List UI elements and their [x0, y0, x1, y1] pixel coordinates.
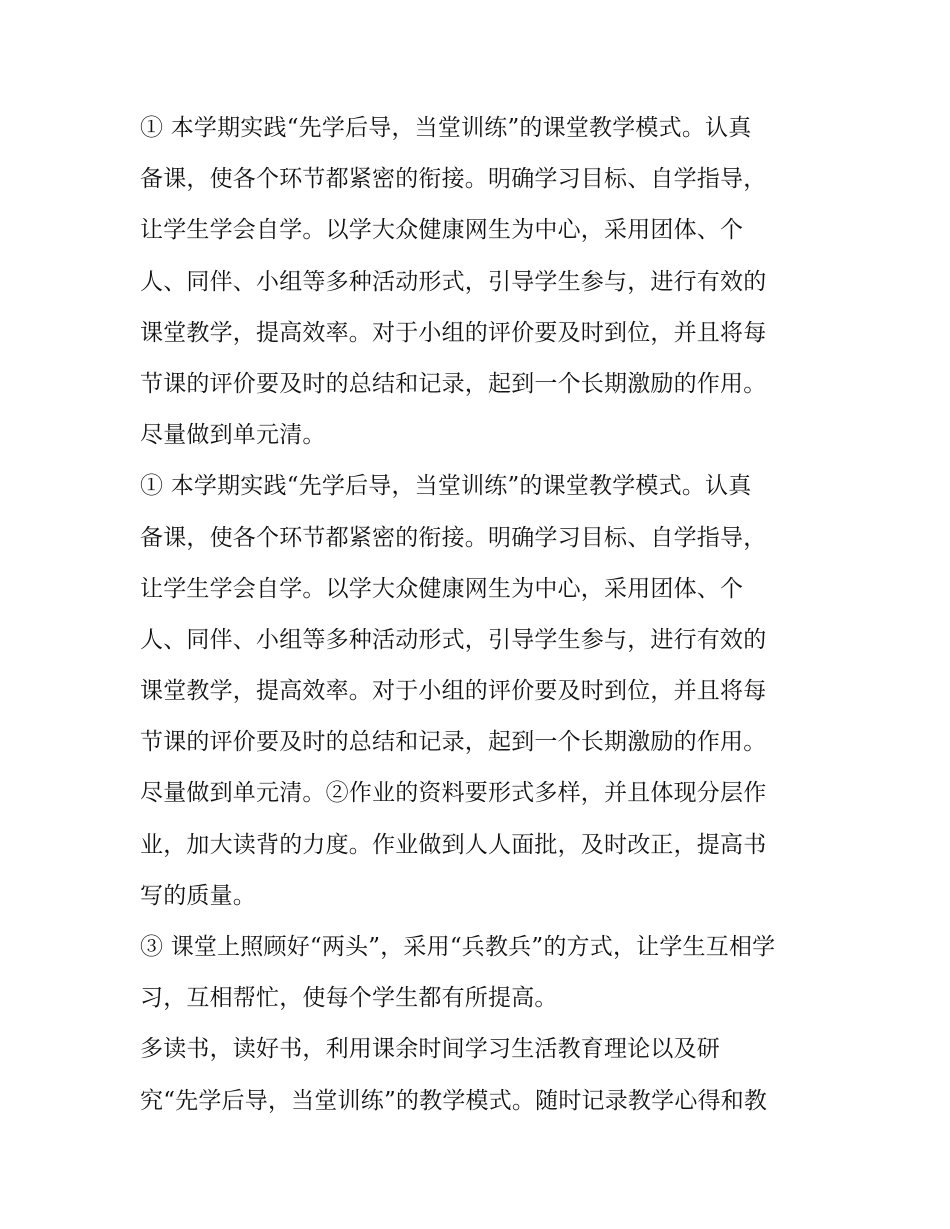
- text-line: 人、同伴、小组等多种活动形式，引导学生参与，进行有效的: [140, 268, 767, 295]
- text-line: 课堂教学，提高效率。对于小组的评价要及时到位，并且将每: [140, 678, 767, 705]
- text-line: 尽量做到单元清。: [140, 422, 326, 449]
- text-line: 节课的评价要及时的总结和记录，起到一个长期激励的作用。: [140, 729, 767, 756]
- text-line: 尽量做到单元清。②作业的资料要形式多样，并且体现分层作: [140, 780, 767, 807]
- text-line: ① 本学期实践“先学后导，当堂训练”的课堂教学模式。认真: [140, 115, 752, 141]
- text-line: 让学生学会自学。以学大众健康网生为中心，采用团体、个: [140, 575, 744, 602]
- text-line: 写的质量。: [140, 882, 256, 909]
- text-line: 节课的评价要及时的总结和记录，起到一个长期激励的作用。: [140, 370, 767, 397]
- text-line: 课堂教学，提高效率。对于小组的评价要及时到位，并且将每: [140, 319, 767, 346]
- body-text: [140, 103, 820, 1127]
- text-line: 备课，使各个环节都紧密的衔接。明确学习目标、自学指导，: [140, 166, 767, 193]
- text-line: 业，加大读背的力度。作业做到人人面批，及时改正，提高书: [140, 831, 767, 858]
- text-line: 习，互相帮忙，使每个学生都有所提高。: [140, 985, 558, 1012]
- text-line: ① 本学期实践“先学后导，当堂训练”的课堂教学模式。认真: [140, 473, 752, 500]
- text-line: ③ 课堂上照顾好“两头”，采用“兵教兵”的方式，让学生互相学: [140, 934, 776, 960]
- text-line: 究“先学后导，当堂训练”的教学模式。随时记录教学心得和教: [140, 1087, 768, 1114]
- text-line: 多读书，读好书，利用课余时间学习生活教育理论以及研: [140, 1036, 720, 1063]
- text-line: 备课，使各个环节都紧密的衔接。明确学习目标、自学指导，: [140, 524, 767, 551]
- text-line: 人、同伴、小组等多种活动形式，引导学生参与，进行有效的: [140, 626, 767, 653]
- text-line: 让学生学会自学。以学大众健康网生为中心，采用团体、个: [140, 217, 744, 244]
